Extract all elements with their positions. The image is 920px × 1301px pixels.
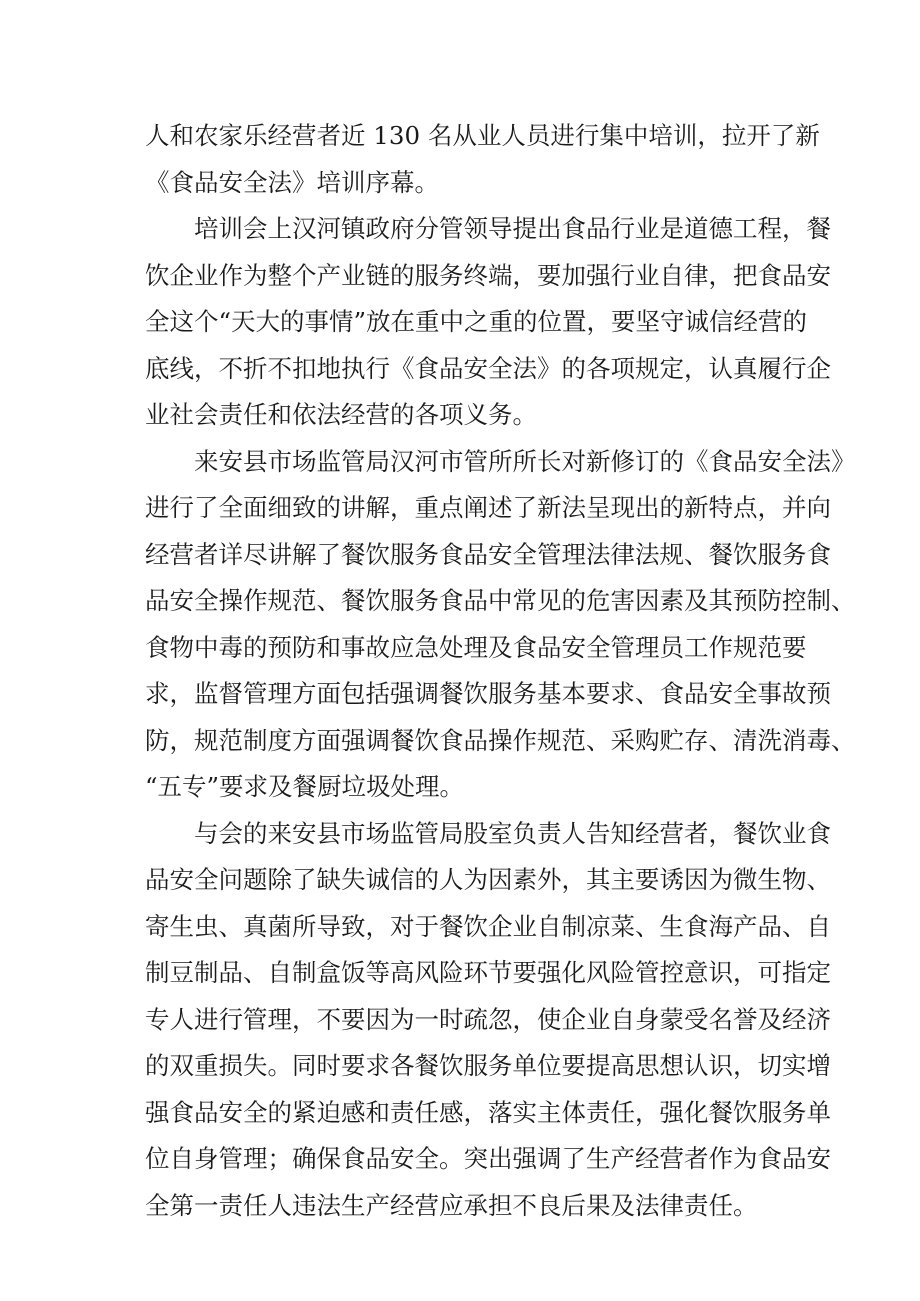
text-line: 的双重损失。同时要求各餐饮服务单位要提高思想认识，切实增 — [145, 1051, 831, 1080]
paragraph-2 — [145, 206, 831, 439]
text-line: 与会的来安县市场监管局股室负责人告知经营者，餐饮业食 — [194, 818, 831, 848]
text-line: 来安县市场监管局汉河市管所所长对新修订的《食品安全法》 — [194, 446, 856, 476]
text-line: 业社会责任和依法经营的各项义务。 — [145, 400, 537, 429]
text-line: 全这个“天大的事情”放在重中之重的位置，要坚守诚信经营的 — [145, 307, 808, 336]
text-line: 位自身管理；确保食品安全。突出强调了生产经营者作为食品安 — [145, 1144, 831, 1173]
text-line: 食物中毒的预防和事故应急处理及食品安全管理员工作规范要 — [145, 632, 807, 662]
text-line: 底线，不折不扣地执行《食品安全法》的各项规定，认真履行企 — [145, 353, 831, 383]
text-line: 进行了全面细致的讲解，重点阐述了新法呈现出的新特点，并向 — [145, 493, 831, 522]
text-line: 人和农家乐经营者近 130 名从业人员进行集中培训，拉开了新 — [145, 121, 820, 150]
paragraph-1 — [145, 113, 820, 206]
text-line: “五专”要求及餐厨垃圾处理。 — [145, 772, 465, 801]
text-line: 防，规范制度方面强调餐饮食品操作规范、采购贮存、清洗消毒、 — [145, 725, 856, 755]
paragraph-4 — [145, 811, 831, 1230]
text-line: 寄生虫、真菌所导致，对于餐饮企业自制凉菜、生食海产品、自 — [145, 911, 831, 941]
article-body — [145, 113, 856, 1229]
text-line: 强食品安全的紧迫感和责任感，落实主体责任，强化餐饮服务单 — [145, 1097, 831, 1127]
paragraph-3 — [145, 439, 856, 811]
text-line: 培训会上汉河镇政府分管领导提出食品行业是道德工程，餐 — [194, 214, 831, 243]
text-line: 全第一责任人违法生产经营应承担不良后果及法律责任。 — [145, 1190, 758, 1220]
text-line: 求，监督管理方面包括强调餐饮服务基本要求、食品安全事故预 — [145, 679, 831, 708]
text-line: 品安全问题除了缺失诚信的人为因素外，其主要诱因为微生物、 — [145, 865, 831, 894]
text-line: 经营者详尽讲解了餐饮服务食品安全管理法律法规、餐饮服务食 — [145, 539, 831, 569]
text-line: 饮企业作为整个产业链的服务终端，要加强行业自律，把食品安 — [145, 260, 831, 290]
text-line: 制豆制品、自制盒饭等高风险环节要强化风险管控意识，可指定 — [145, 958, 831, 987]
text-line: 品安全操作规范、餐饮服务食品中常见的危害因素及其预防控制、 — [145, 586, 856, 615]
text-line: 专人进行管理，不要因为一时疏忽，使企业自身蒙受名誉及经济 — [145, 1004, 831, 1034]
text-line: 《食品安全法》培训序幕。 — [145, 167, 439, 197]
